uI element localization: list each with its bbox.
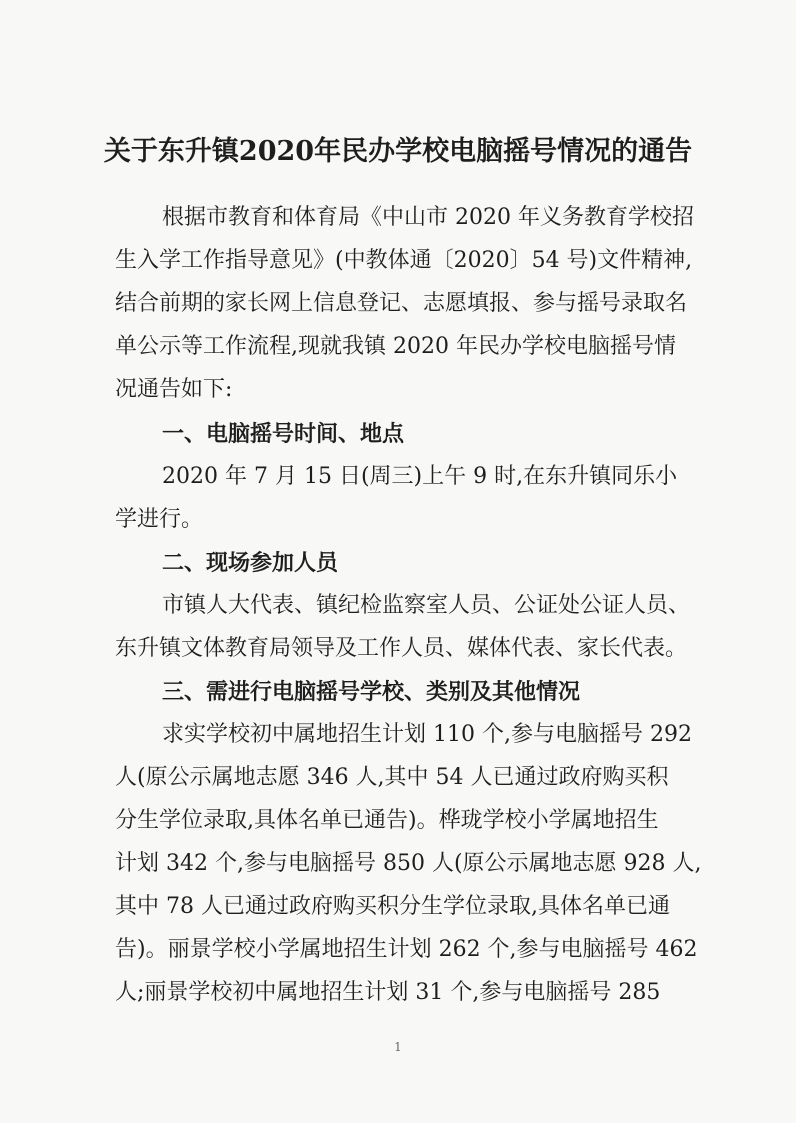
paragraph-line: 市镇人大代表、镇纪检监察室人员、公证处公证人员、 <box>162 593 691 618</box>
section-heading: 二、现场参加人员 <box>162 550 339 576</box>
paragraph-line: 分生学位录取,具体名单已通告)。桦珑学校小学属地招生 <box>115 808 659 833</box>
paragraph-line: 根据市教育和体育局《中山市 2020 年义务教育学校招 <box>162 205 694 230</box>
page-number: 1 <box>394 1040 402 1054</box>
document-title: 关于东升镇2020年民办学校电脑摇号情况的通告 <box>103 136 693 167</box>
paragraph-line: 单公示等工作流程,现就我镇 2020 年民办学校电脑摇号情 <box>115 334 676 359</box>
paragraph-line: 况通告如下: <box>115 377 233 402</box>
paragraph-line: 告)。丽景学校小学属地招生计划 262 个,参与电脑摇号 462 <box>115 937 698 962</box>
paragraph-line: 计划 342 个,参与电脑摇号 850 人(原公示属地志愿 928 人, <box>115 851 702 876</box>
paragraph-line: 人(原公示属地志愿 346 人,其中 54 人已通过政府购买积 <box>115 765 669 790</box>
paragraph-line: 人;丽景学校初中属地招生计划 31 个,参与电脑摇号 285 <box>115 980 661 1005</box>
section-heading: 一、电脑摇号时间、地点 <box>162 421 405 447</box>
paragraph-line: 其中 78 人已通过政府购买积分生学位录取,具体名单已通 <box>115 894 670 919</box>
paragraph-line: 生入学工作指导意见》(中教体通〔2020〕54 号)文件精神, <box>115 248 693 273</box>
section-heading: 三、需进行电脑摇号学校、类别及其他情况 <box>162 679 581 705</box>
paragraph-line: 东升镇文体教育局领导及工作人员、媒体代表、家长代表。 <box>115 636 688 661</box>
paragraph-line: 学进行。 <box>115 507 204 532</box>
paragraph-line: 2020 年 7 月 15 日(周三)上午 9 时,在东升镇同乐小 <box>162 464 678 489</box>
paragraph-line: 求实学校初中属地招生计划 110 个,参与电脑摇号 292 <box>162 722 692 747</box>
paragraph-line: 结合前期的家长网上信息登记、志愿填报、参与摇号录取名 <box>115 291 688 316</box>
